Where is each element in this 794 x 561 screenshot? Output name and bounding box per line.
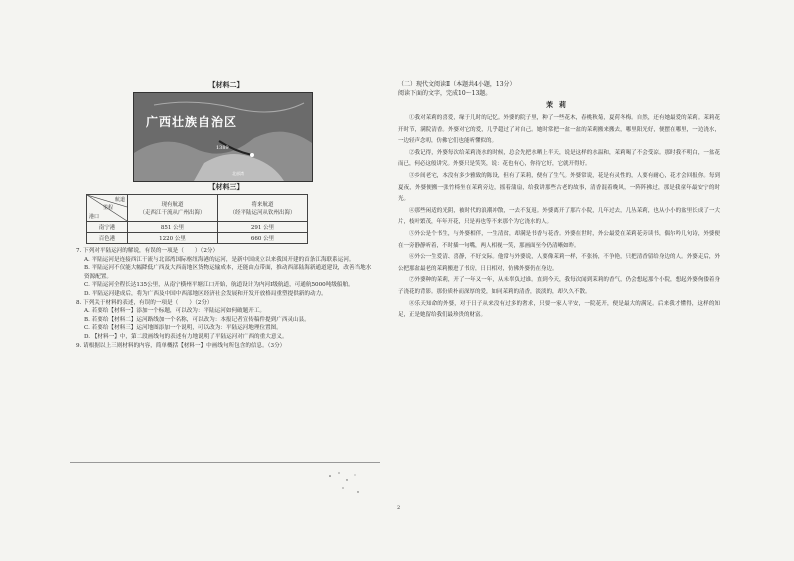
question-8-option: D. 【材料一】中，第二段画线句的表述有力地说明了平陆运河对广西的重大意义。	[84, 333, 288, 340]
article-paragraph: ⑥外公一生爱清、喜静，不好交际。他常与外婆说，人要像茉莉一样，不张扬，不争艳，只把清香留给身边的人。外婆走后，外公把那盆最老的茉莉搬进了书房，日日相对，仿佛外婆仍在身边。	[398, 254, 720, 272]
answer-line	[70, 462, 380, 463]
right-column	[398, 80, 720, 322]
question-7-option: C. 平陆运河全程长达135公里，从南宁横州平塘江口开始，航道设计为内河Ⅰ级航道，可通航5000吨级船舶。	[84, 282, 354, 289]
header-title: 现有航道	[161, 202, 184, 208]
route-table	[86, 194, 308, 244]
table-row	[87, 222, 308, 233]
question-7-option: A. 平陆运河是连接西江干流与北部湾国际枢纽海港的运河，是新中国成立以来我国开建的首条江海联系运河。	[84, 256, 355, 263]
section-heading: （二）现代文阅读Ⅱ（本题共4小题，13分）	[398, 81, 516, 88]
corner-label-route: 航道	[114, 197, 125, 203]
corner-label-distance: 里程	[103, 205, 114, 211]
question-7-option: D. 平陆运河建成后，将为广西及中国中西部地区经济社会发展和开发开放格局重塑提供新的动力。	[84, 290, 327, 297]
cell-current: 851 公里	[128, 222, 218, 233]
header-future-route	[218, 195, 308, 222]
material2-label: 【材料二】	[208, 80, 244, 89]
material3-label: 【材料三】	[208, 182, 244, 191]
map-shapes	[134, 93, 312, 181]
reading-instruction: 阅读下面的文字，完成10～13题。	[398, 90, 492, 97]
article-paragraph: ⑦外婆种的茉莉，开了一年又一年，从未辜负过谁。直到今天，我每次闻到茉莉的香气，仍会想起那个小院，想起外婆佝偻着身子浇花的背影。那份质朴而深厚的爱，如同茉莉的清香，淡淡的，却久久不散。	[398, 277, 720, 295]
article-title: 茉莉	[546, 100, 572, 109]
question-7-stem: 7. 下列对平陆运河的解说，有误的一项是（ ）（2分）	[76, 248, 219, 254]
table-corner	[87, 195, 128, 222]
article-paragraph: ②我记得，外婆每次给茉莉浇水的时候，总会先把水晒上半天，说是这样的水温和，茉莉喝了不会受凉。那时我不明白，一盆花而已，何必这般讲究。外婆只是笑笑，说：花也有心，你待它好，它就开得好。	[398, 149, 720, 168]
header-current-route	[128, 195, 218, 222]
question-8-option: C. 若要给【材料三】运河地图添加一个说明，可以改为：平陆运河地理位置图。	[84, 325, 282, 332]
cell-current: 1220 公里	[128, 233, 218, 244]
guangxi-map-image	[133, 92, 313, 182]
article-paragraph: ④那些闲适的光阴，被时代的浪潮冲散，一去不复返。外婆离开了那片小院，几年过去，几丛茉莉，也从小小的盆里长成了一大片，枝叶繁茂，年年开花，只是再也等不来那个为它浇水的人。	[398, 207, 720, 226]
question-9-stem: 9. 请根据以上三则材料的内容，简单概括【材料一】中画线句所包含的信息。（3分）	[76, 342, 286, 349]
scan-specks	[325, 470, 365, 500]
article-paragraph: ⑤外公是个书生，与外婆相伴，一生清贫，却满是书香与花香。外婆在世时，外公最爱在茉莉花旁读书，偶尔吟几句诗，外婆便在一旁静静听着，不时插一句嘴，两人相视一笑，那画面至今仍清晰如昨。	[398, 230, 720, 249]
page-number: 2	[397, 505, 401, 511]
table-row	[87, 233, 308, 244]
question-8-stem: 8. 下列关于材料的表述，有误的一项是（ ）（2分）	[76, 299, 213, 306]
article-paragraph: ⑧乐天知命的外婆，对于日子从来没有过多的奢求，只要一家人平安，一院花开，便是最大的满足。后来我才懂得，这样的知足，正是她留给我们最珍贵的财富。	[398, 300, 720, 319]
header-sub: （走西江干流从广州出海）	[139, 210, 206, 216]
map-title: 广西壮族自治区	[146, 115, 238, 129]
left-column	[76, 80, 376, 350]
header-title: 将来航道	[251, 202, 274, 208]
map-sea-label: 北部湾	[232, 171, 244, 176]
article-paragraph: ①我对茉莉的喜爱，缘于儿时的记忆。外婆的院子里，种了一些花木，春桃秋菊，夏荷冬梅。自然，还有她最爱的茉莉。茉莉花开时节，满院清香。外婆对它的爱，几乎超过了对自己。她时常把一盆一盆的茉莉搬来搬去，哪里阳光好，便摆在哪里，一边浇水，一边轻声念叨，仿佛它们也能听懂似的。	[398, 115, 720, 145]
cell-future: 291 公里	[218, 222, 308, 233]
cell-future: 660 公里	[218, 233, 308, 244]
corner-label-port: 港口	[89, 214, 100, 220]
map-code: 1389	[216, 145, 229, 151]
question-8-option: A. 若要给【材料一】添加一个标题，可以改为：平陆运河如何破题开工。	[84, 308, 266, 315]
cell-port: 南宁港	[87, 222, 128, 233]
cell-port: 百色港	[87, 233, 128, 244]
header-sub: （经平陆运河从钦州出海）	[229, 210, 296, 216]
question-7-option: B. 平陆运河不仅能大幅降低广西及大西南地区货物运输成本，还能由点带面，推动西部陆海新通道建设，改善当地水资源配置。	[84, 265, 372, 280]
article-paragraph: ③乡间老宅，本没有多少雅致的陈设，但有了茉莉，便有了生气。外婆常说，花是有灵性的，人要有耐心，花才会回报你。每到夏夜，外婆便搬一张竹椅坐在茉莉旁边，摇着蒲扇，给我讲那些古老的故事，清香混着晚风，一阵阵拂过，那是我童年最安宁的时光。	[398, 172, 720, 203]
question-8-option: B. 若要给【材料二】运河路线加一个名称，可以改为：本报记者宣传稿件提到广西灵山县。	[84, 316, 310, 323]
